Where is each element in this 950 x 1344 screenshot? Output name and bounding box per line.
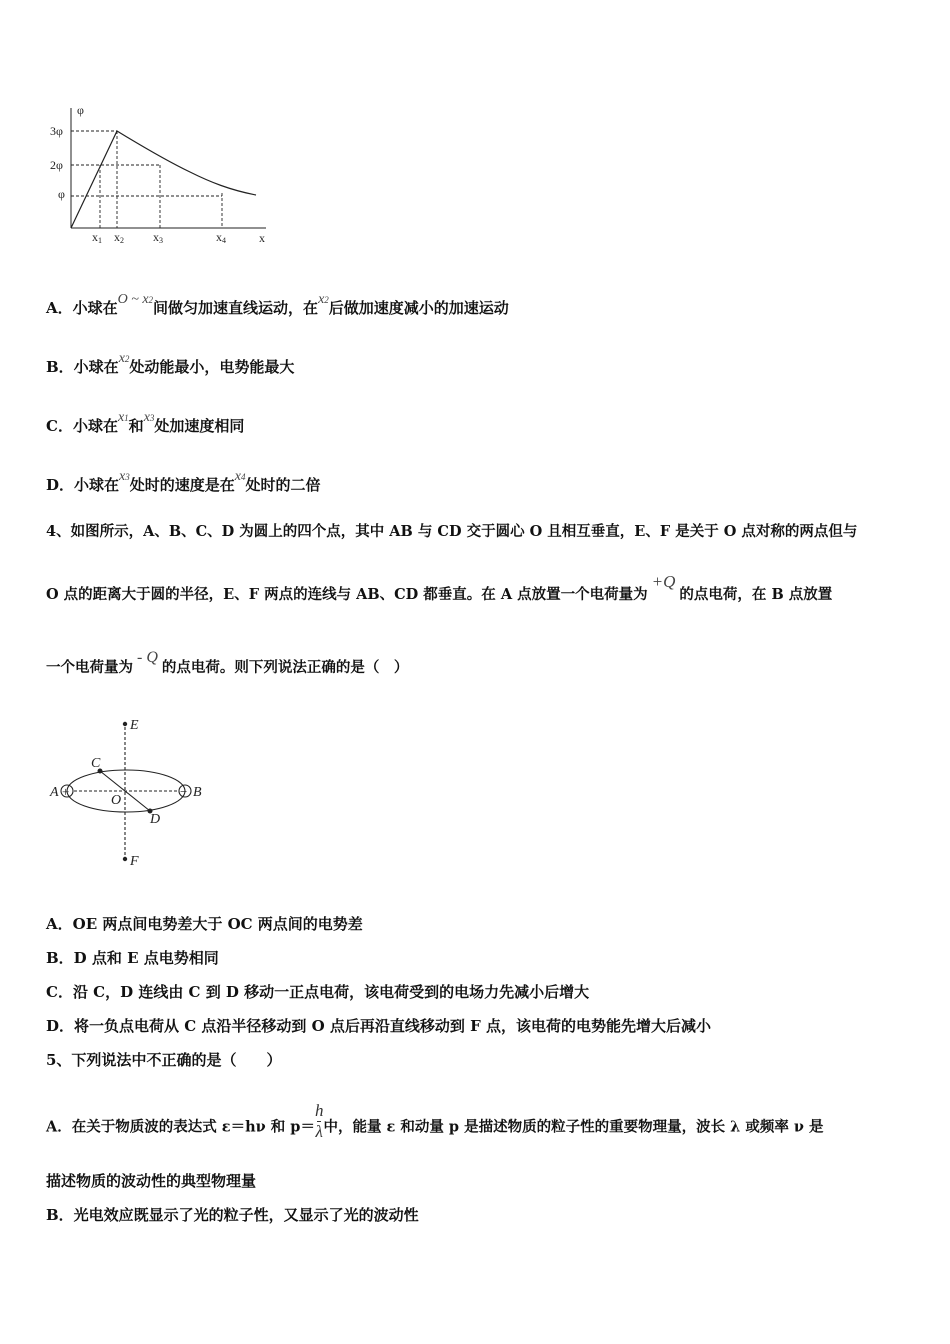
q3-option-c[interactable]: C．小球在x1和x3处加速度相同: [46, 410, 245, 435]
q3-option-a[interactable]: A．小球在O ~ x2间做匀加速直线运动，在x2后做加速度减小的加速运动: [46, 292, 509, 317]
x-axis-label: x: [259, 231, 265, 245]
charge-plus-q: +Q: [651, 572, 676, 591]
q3-option-d[interactable]: D．小球在x3处时的速度是在x4处时的二倍: [46, 469, 321, 494]
charge-circle-diagram: [44, 710, 224, 875]
y-tick-3phi: 3φ: [50, 124, 63, 138]
x-tick-x1: x1: [92, 230, 102, 245]
fraction-h-over-lambda: $\frac{h}{\lambda}$: [314, 1101, 324, 1141]
q5-option-a[interactable]: A．在关于物质波的表达式 ε＝hν 和 p＝ $\frac{h}{\lambda}$ 中，能量 ε 和动量 p 是描述物质的粒子性的重要物理量，波长 λ 或频率 ν 是: [46, 1101, 824, 1141]
y-axis-label: φ: [77, 103, 84, 117]
label-plus: +: [62, 784, 70, 799]
q4-stem-line2: O 点的距离大于圆的半径，E、F 两点的连线与 AB、CD 都垂直。在 A 点放置一个电荷量为+Q的点电荷，在 B 点放置: [46, 572, 833, 603]
q4-option-c[interactable]: C．沿 C，D 连线由 C 到 D 移动一正点电荷，该电荷受到的电场力先减小后增大: [46, 983, 590, 1001]
math-o-x2: O ~ x2: [117, 292, 154, 307]
label-a: A: [50, 785, 59, 800]
label-e: E: [130, 718, 139, 733]
q5-stem: 5、下列说法中不正确的是（ ）: [46, 1051, 282, 1069]
label-c: C: [91, 756, 101, 771]
q5-option-b[interactable]: B．光电效应既显示了光的粒子性，又显示了光的波动性: [46, 1206, 419, 1224]
label-f: F: [130, 854, 139, 869]
label-o: O: [111, 793, 122, 808]
q4-option-b[interactable]: B．D 点和 E 点电势相同: [46, 949, 219, 967]
label-d: D: [150, 812, 161, 827]
q4-stem-line1: 4、如图所示，A、B、C、D 为圆上的四个点，其中 AB 与 CD 交于圆心 O 且相互垂直，E、F 是关于 O 点对称的两点但与: [46, 523, 858, 540]
q4-option-a[interactable]: A．OE 两点间电势差大于 OC 两点间的电势差: [46, 915, 363, 933]
x-tick-x4: x4: [216, 230, 226, 245]
y-tick-phi: φ: [58, 187, 65, 201]
charge-minus-q: - Q: [137, 649, 158, 666]
q3-option-b[interactable]: B．小球在x2处动能最小，电势能最大: [46, 351, 295, 376]
q5-option-a-cont: 描述物质的波动性的典型物理量: [46, 1172, 257, 1190]
phi-x-graph: [40, 100, 280, 250]
label-b: B: [193, 785, 202, 800]
y-tick-2phi: 2φ: [50, 158, 63, 172]
q4-stem-line3: 一个电荷量为- Q的点电荷。则下列说法正确的是（ ）: [46, 649, 409, 676]
label-minus: −: [180, 784, 188, 799]
q4-option-d[interactable]: D．将一负点电荷从 C 点沿半径移动到 O 点后再沿直线移动到 F 点，该电荷的电势能先增大后减小: [46, 1017, 711, 1035]
x-tick-x2: x2: [114, 230, 124, 245]
phi-curve: [71, 131, 256, 228]
x-tick-x3: x3: [153, 230, 163, 245]
